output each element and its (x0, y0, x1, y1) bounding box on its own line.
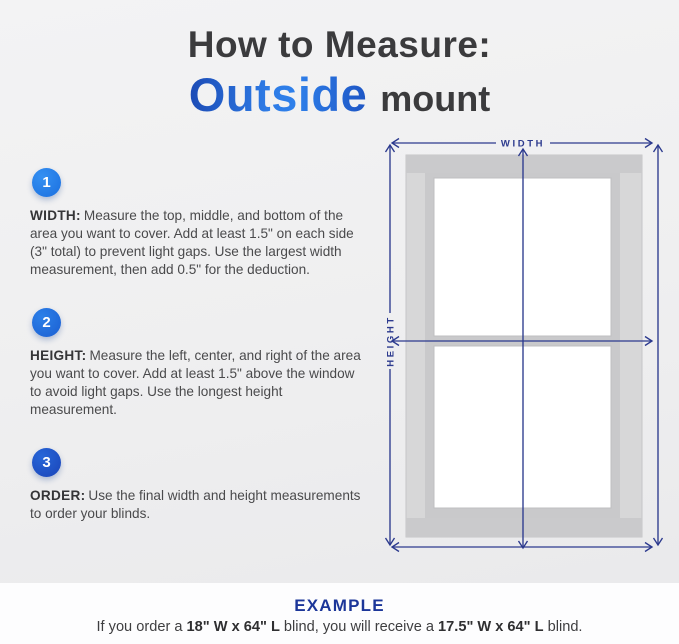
step-height (30, 308, 364, 419)
window-head-band (406, 155, 642, 173)
step-order (30, 448, 364, 523)
step-label: ORDER: (30, 488, 86, 503)
example-received-size: 17.5" W x 64" L (438, 619, 544, 635)
title-highlight: Outside (188, 67, 368, 121)
window-illustration (406, 155, 642, 537)
title-suffix: mount (380, 77, 491, 119)
example-text (0, 619, 679, 635)
window-sill-band (406, 518, 642, 537)
step-number-badge: 2 (32, 308, 61, 337)
width-label: WIDTH (500, 138, 546, 150)
height-arrow-left (386, 145, 397, 545)
step-number-badge: 1 (32, 168, 61, 197)
step-label: WIDTH: (30, 208, 81, 223)
example-suffix: blind. (543, 619, 583, 635)
example-ordered-size: 18" W x 64" L (186, 619, 280, 635)
window-measurement-diagram (375, 130, 675, 562)
step-number-badge: 3 (32, 448, 61, 477)
step-label: HEIGHT: (30, 348, 87, 363)
step-body: Measure the left, center, and right of the area you want to cover. Add at least 1.5" above the window to avoid light gaps. Use the longest height measurement. (30, 348, 361, 417)
step-description (30, 347, 364, 419)
height-arrow-right (654, 145, 663, 545)
width-arrow-top (392, 139, 652, 150)
example-middle: blind, you will receive a (279, 619, 439, 635)
step-body: Measure the top, middle, and bottom of the area you want to cover. Add at least 1.5" on each side (3" total) to prevent light gaps. Use the largest width measurement, then add 0.5" for the deduction. (30, 208, 354, 277)
example-section (0, 583, 679, 644)
step-description (30, 207, 364, 279)
title-line1: How to Measure: (187, 24, 492, 65)
step-description (30, 487, 364, 523)
example-prefix: If you order a (96, 619, 187, 635)
example-heading: EXAMPLE (294, 596, 385, 615)
title-line2 (0, 67, 679, 122)
step-body: Use the final width and height measurements to order your blinds. (30, 488, 361, 521)
page-title (0, 26, 679, 122)
step-width (30, 168, 364, 279)
height-label: HEIGHT (385, 315, 397, 367)
